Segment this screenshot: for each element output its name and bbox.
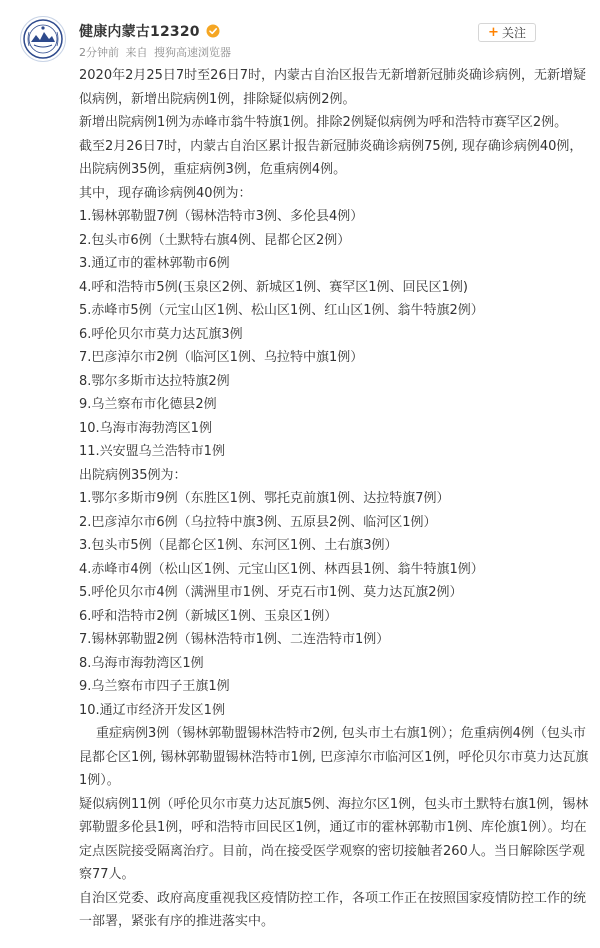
list-item: 1.鄂尔多斯市9例（东胜区1例、鄂托克前旗1例、达拉特旗7例） <box>79 491 450 506</box>
paragraph: 自治区党委、政府高度重视我区疫情防控工作，各项工作正在按照国家疫情防控工作的统一部署，紧张有序的推进落实中。 <box>79 890 587 929</box>
list-item: 11.兴安盟乌兰浩特市1例 <box>79 444 225 459</box>
list-item: 5.赤峰市5例（元宝山区1例、松山区1例、红山区1例、翁牛特旗2例） <box>79 303 484 318</box>
list-item: 9.乌兰察布市化德县2例 <box>79 397 217 412</box>
post-meta <box>79 44 231 60</box>
list-item: 7.锡林郭勒盟2例（锡林浩特市1例、二连浩特市1例） <box>79 632 390 647</box>
post-time[interactable]: 2分钟前 <box>79 46 119 59</box>
paragraph: 截至2月26日7时，内蒙古自治区累计报告新冠肺炎确诊病例75例, 现存确诊病例40例，出院病例35例，重症病例3例，危重病例4例。 <box>79 138 583 177</box>
verified-badge-icon <box>206 24 220 38</box>
paragraph: 重症病例3例（锡林郭勒盟锡林浩特市2例, 包头市土右旗1例）；危重病例4例（包头市昆都仑区1例, 锡林郭勒盟锡林浩特市1例, 巴彦淖尔市临河区1例，呼伦贝尔市莫力达瓦旗1例）。 <box>79 726 589 788</box>
paragraph: 疑似病例11例（呼伦贝尔市莫力达瓦旗5例、海拉尔区1例，包头市土默特右旗1例，锡林郭勒盟多伦县1例，呼和浩特市回民区1例，通辽市的霍林郭勒市1例、库伦旗1例）。均在定点医院接受隔离治疗。目前，尚在接受医学观察的密切接触者260人。当日解除医学观察77人。 <box>79 796 589 882</box>
paragraph: 2020年2月25日7时至26日7时，内蒙古自治区报告无新增新冠肺炎确诊病例，无新增疑似病例，新增出院病例1例，排除疑似病例2例。 <box>79 68 586 107</box>
follow-label: 关注 <box>501 26 526 40</box>
list-item: 5.呼伦贝尔市4例（满洲里市1例、牙克石市1例、莫力达瓦旗2例） <box>79 585 463 600</box>
list-item: 9.乌兰察布市四子王旗1例 <box>79 679 230 694</box>
list-item: 4.呼和浩特市5例(玉泉区2例、新城区1例、赛罕区1例、回民区1例) <box>79 279 468 295</box>
list-item: 10.乌海市海勃湾区1例 <box>79 420 212 436</box>
list-item: 2.包头市6例（土默特右旗4例、昆都仑区2例） <box>79 232 351 248</box>
list-item: 8.乌海市海勃湾区1例 <box>79 655 204 671</box>
post-content <box>79 64 593 934</box>
list-item: 1.锡林郭勒盟7例（锡林浩特市3例、多伦县4例） <box>79 209 364 224</box>
plus-icon: + <box>488 25 499 40</box>
paragraph: 出院病例35例为： <box>79 467 187 483</box>
paragraph: 其中，现存确诊病例40例为： <box>79 185 252 201</box>
author-line <box>79 21 220 41</box>
emblem-avatar-icon <box>22 18 64 60</box>
source-prefix: 来自 <box>125 46 148 59</box>
post-header <box>0 0 600 64</box>
list-item: 3.通辽市的霍林郭勒市6例 <box>79 256 230 271</box>
post-source[interactable]: 搜狗高速浏览器 <box>154 46 231 59</box>
list-item: 2.巴彦淖尔市6例（乌拉特中旗3例、五原县2例、临河区1例） <box>79 514 437 530</box>
list-item: 6.呼和浩特市2例（新城区1例、玉泉区1例） <box>79 608 338 624</box>
follow-button[interactable] <box>478 23 536 42</box>
avatar[interactable] <box>20 16 66 62</box>
list-item: 3.包头市5例（昆都仑区1例、东河区1例、土右旗3例） <box>79 538 398 553</box>
paragraph: 新增出院病例1例为赤峰市翁牛特旗1例。排除2例疑似病例为呼和浩特市赛罕区2例。 <box>79 115 568 130</box>
list-item: 6.呼伦贝尔市莫力达瓦旗3例 <box>79 326 243 342</box>
list-item: 8.鄂尔多斯市达拉特旗2例 <box>79 373 230 389</box>
list-item: 10.通辽市经济开发区1例 <box>79 702 225 718</box>
author-name[interactable]: 健康内蒙古12320 <box>79 24 200 40</box>
list-item: 4.赤峰市4例（松山区1例、元宝山区1例、林西县1例、翁牛特旗1例） <box>79 561 484 577</box>
list-item: 7.巴彦淖尔市2例（临河区1例、乌拉特中旗1例） <box>79 350 364 365</box>
